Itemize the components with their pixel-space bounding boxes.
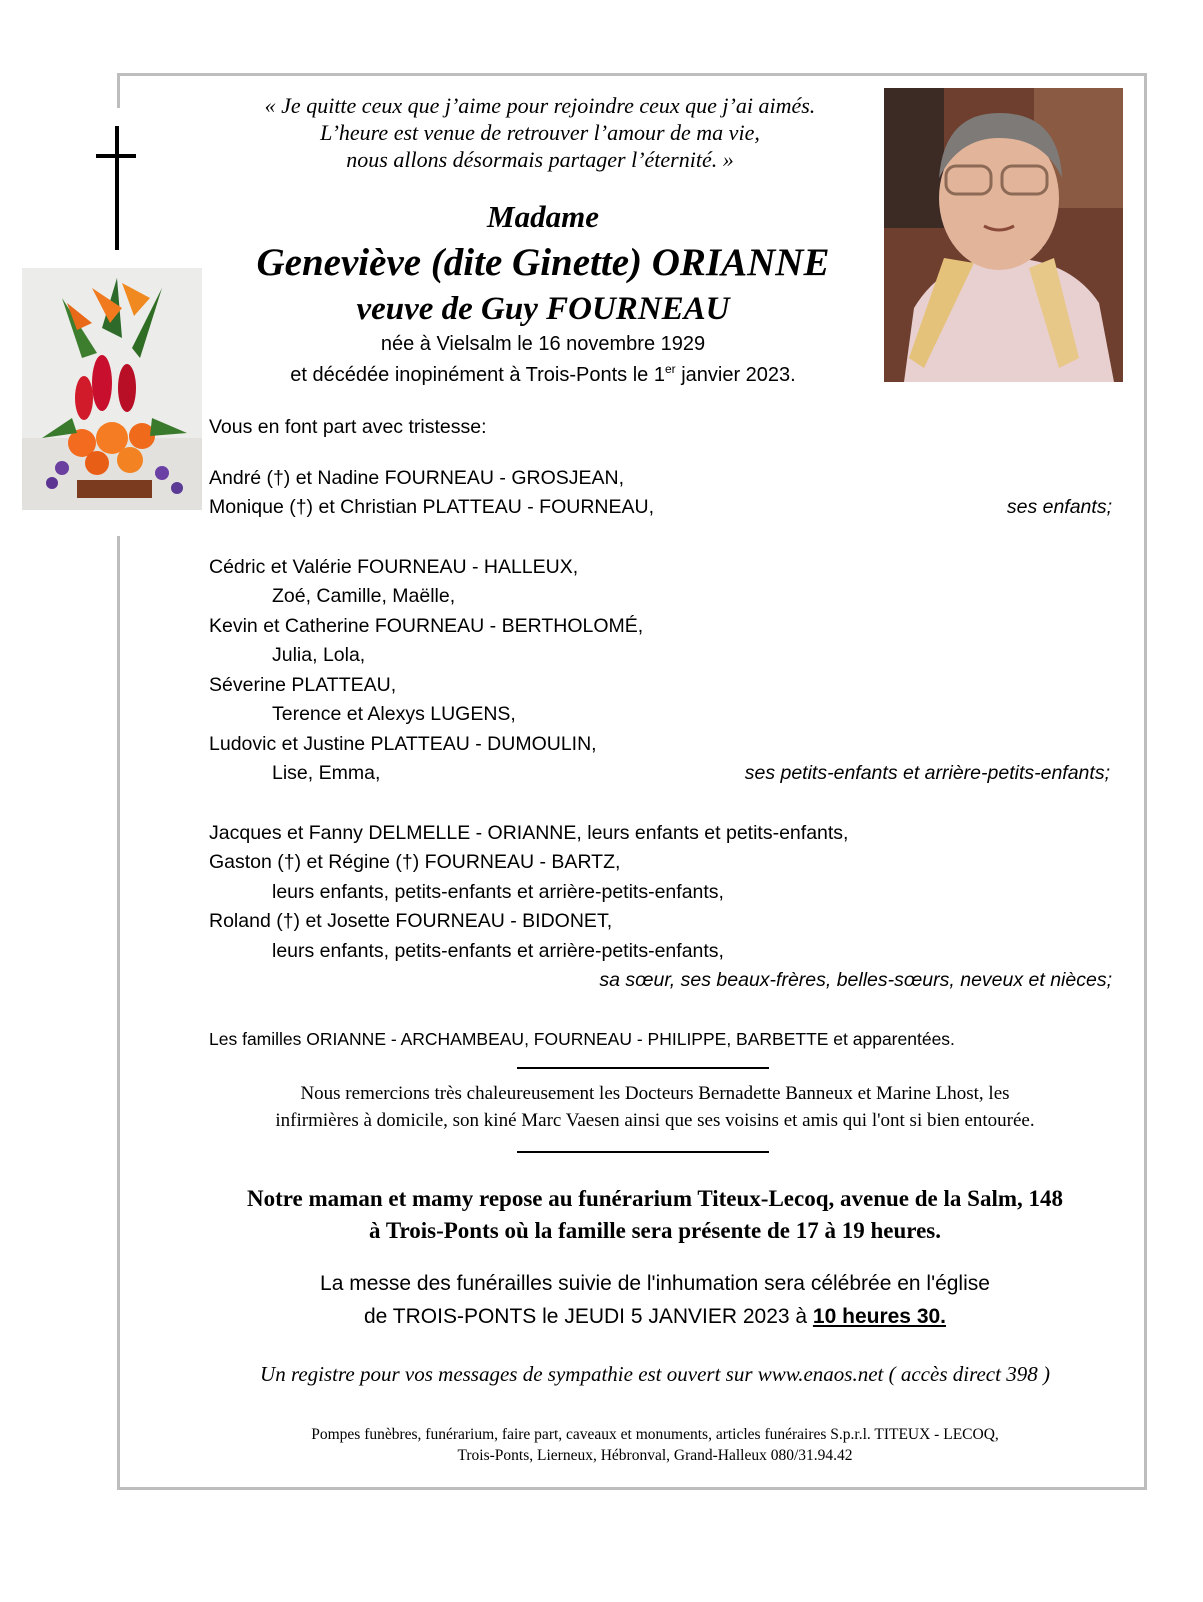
intro-text: Vous en font part avec tristesse: (209, 416, 487, 438)
family-line: Monique (†) et Christian PLATTEAU - FOURNEAU, (209, 496, 655, 518)
deceased-name: Geneviève (dite Ginette) ORIANNE (256, 241, 830, 284)
quote-line: « Je quitte ceux que j’aime pour rejoindre ceux que j’ai aimés. (264, 93, 816, 118)
frame-top-border (117, 73, 1147, 76)
flower-bouquet-image (22, 268, 202, 510)
family-line: leurs enfants, petits-enfants et arrière-petits-enfants, (272, 940, 724, 962)
family-line: Terence et Alexys LUGENS, (272, 703, 516, 725)
footer-line: Trois-Ponts, Lierneux, Hébronval, Grand-Halleux 080/31.94.42 (457, 1447, 853, 1464)
family-line: Cédric et Valérie FOURNEAU - HALLEUX, (209, 556, 579, 578)
family-line: Ludovic et Justine PLATTEAU - DUMOULIN, (209, 733, 597, 755)
deceased-title: Madame (487, 199, 599, 234)
relation-label: ses enfants; (1006, 496, 1112, 518)
family-line: Gaston (†) et Régine (†) FOURNEAU - BARTZ, (209, 851, 621, 873)
death-info: et décédée inopinément à Trois-Ponts le 1er janvier 2023. (290, 362, 796, 386)
family-line: Lise, Emma, (272, 762, 381, 784)
deceased-widow: veuve de Guy FOURNEAU (356, 291, 730, 327)
mass-line: La messe des funérailles suivie de l'inhumation sera célébrée en l'église (320, 1272, 990, 1295)
family-line: Julia, Lola, (272, 644, 366, 666)
family-line: Jacques et Fanny DELMELLE - ORIANNE, leurs enfants et petits-enfants, (209, 822, 849, 844)
family-line: leurs enfants, petits-enfants et arrière-petits-enfants, (272, 881, 724, 903)
frame-left-border (117, 536, 120, 1490)
footer-line: Pompes funèbres, funérarium, faire part, caveaux et monuments, articles funéraires S.p.r.l. TITEUX - LECOQ, (311, 1426, 999, 1443)
portrait-photo (884, 88, 1123, 382)
frame-bottom-border (117, 1487, 1147, 1490)
divider (517, 1151, 769, 1153)
mass-line: de TROIS-PONTS le JEUDI 5 JANVIER 2023 à 10 heures 30. (363, 1305, 947, 1328)
divider (517, 1067, 769, 1069)
mass-time: 10 heures 30. (812, 1305, 947, 1328)
funerarium-line: Notre maman et mamy repose au funérarium Titeux-Lecoq, avenue de la Salm, 148 (246, 1186, 1064, 1211)
family-line: André (†) et Nadine FOURNEAU - GROSJEAN, (209, 467, 625, 489)
thanks-line: infirmières à domicile, son kiné Marc Vaesen ainsi que ses voisins et amis qui l'ont si bien entourée. (275, 1110, 1035, 1131)
relation-label: ses petits-enfants et arrière-petits-enfants; (744, 762, 1110, 784)
birth-info: née à Vielsalm le 16 novembre 1929 (380, 333, 706, 355)
relation-label: sa sœur, ses beaux-frères, belles-sœurs, neveux et nièces; (599, 969, 1112, 991)
family-line: Zoé, Camille, Maëlle, (272, 585, 456, 607)
quote-line: nous allons désormais partager l’éternité. » (346, 147, 734, 172)
thanks-line: Nous remercions très chaleureusement les Docteurs Bernadette Banneux et Marine Lhost, les (300, 1083, 1010, 1104)
quote-line: L’heure est venue de retrouver l’amour de ma vie, (320, 120, 760, 145)
family-line: Roland (†) et Josette FOURNEAU - BIDONET, (209, 910, 613, 932)
family-line: Séverine PLATTEAU, (209, 674, 397, 696)
frame-left-border (117, 73, 120, 108)
funerarium-line: à Trois-Ponts où la famille sera présente de 17 à 19 heures. (369, 1218, 941, 1243)
register-text: Un registre pour vos messages de sympathie est ouvert sur www.enaos.net ( accès direct 398 ) (260, 1362, 1050, 1386)
family-line: Kevin et Catherine FOURNEAU - BERTHOLOMÉ, (209, 615, 644, 637)
families-line: Les familles ORIANNE - ARCHAMBEAU, FOURNEAU - PHILIPPE, BARBETTE et apparentées. (209, 1029, 955, 1049)
